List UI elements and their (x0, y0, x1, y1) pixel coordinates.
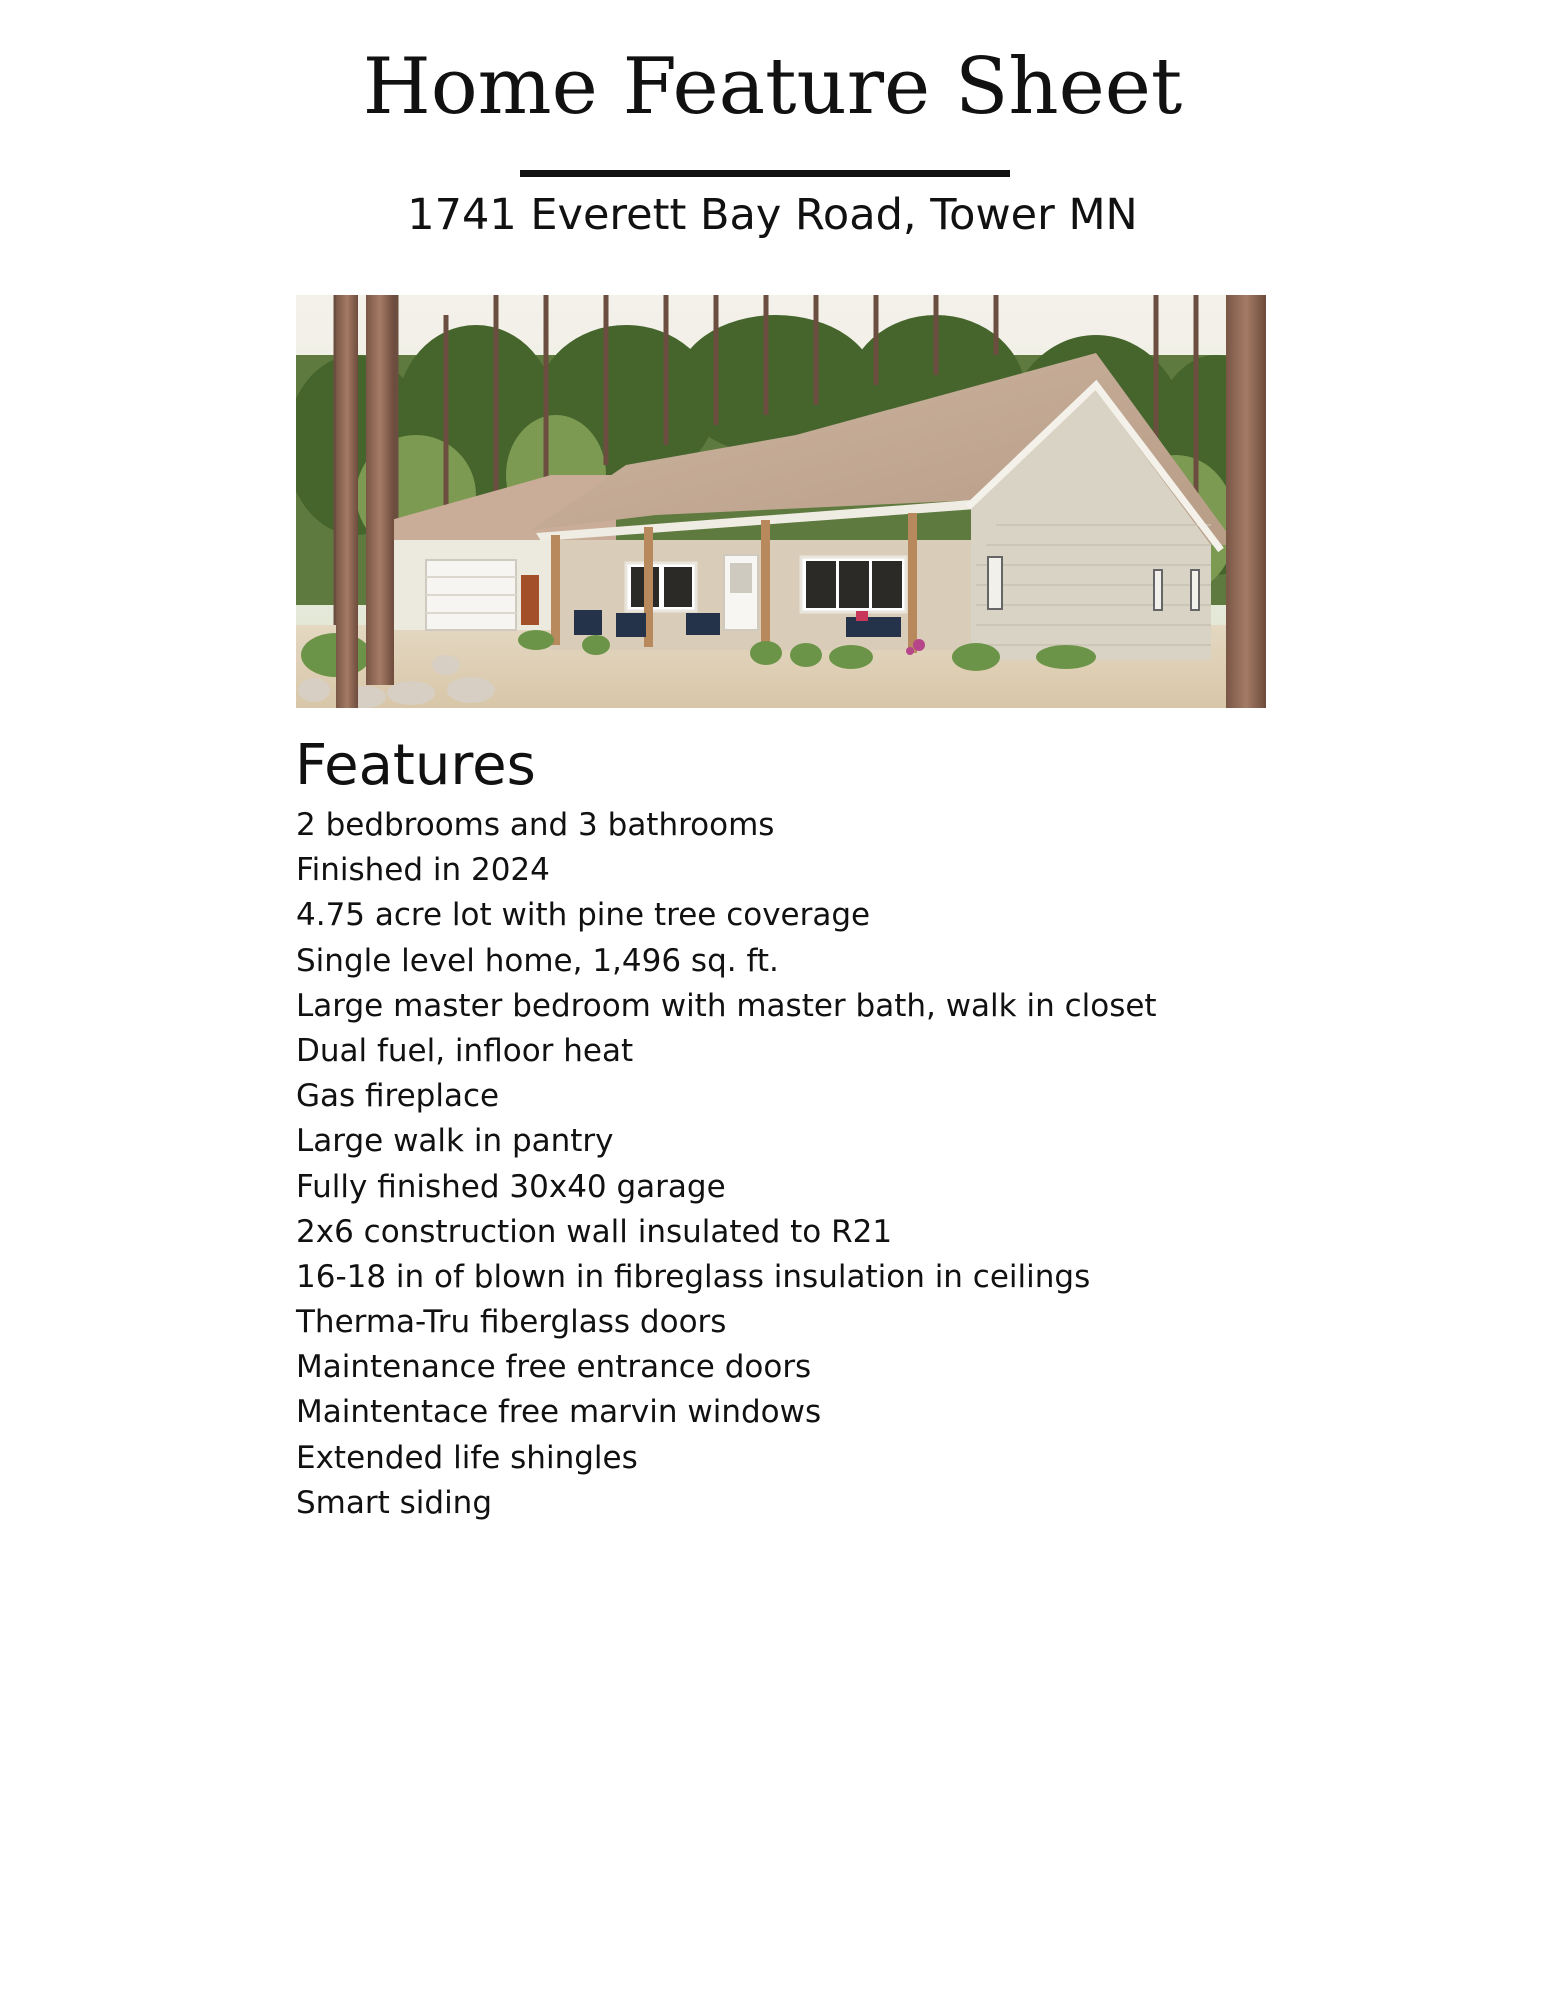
list-item: Gas fireplace (296, 1078, 500, 1115)
list-item: 16-18 in of blown in fibreglass insulation in ceilings (296, 1258, 1091, 1295)
page-title: Home Feature Sheet (362, 42, 1183, 132)
list-item: Single level home, 1,496 sq. ft. (296, 942, 779, 979)
list-item: Therma-Tru fiberglass doors (296, 1304, 727, 1341)
list-item: 2 bedbrooms and 3 bathrooms (296, 807, 775, 843)
property-address: 1741 Everett Bay Road, Tower MN (407, 190, 1138, 240)
list-item: Dual fuel, infloor heat (296, 1032, 634, 1069)
list-item: Finished in 2024 (296, 852, 550, 889)
title-divider (520, 170, 1010, 177)
list-item: Extended life shingles (296, 1439, 638, 1476)
list-item: Maintentace free marvin windows (296, 1394, 822, 1431)
list-item: 4.75 acre lot with pine tree coverage (296, 897, 871, 934)
list-item: Fully finished 30x40 garage (296, 1168, 726, 1205)
list-item: Large walk in pantry (296, 1123, 614, 1160)
list-item: Smart siding (296, 1484, 493, 1521)
list-item: Large master bedroom with master bath, walk in closet (296, 987, 1157, 1024)
list-item: Maintenance free entrance doors (296, 1349, 812, 1386)
list-item: 2x6 construction wall insulated to R21 (296, 1213, 893, 1250)
features-list (296, 803, 1157, 1526)
features-heading: Features (295, 733, 536, 798)
house-photo (296, 295, 1266, 708)
